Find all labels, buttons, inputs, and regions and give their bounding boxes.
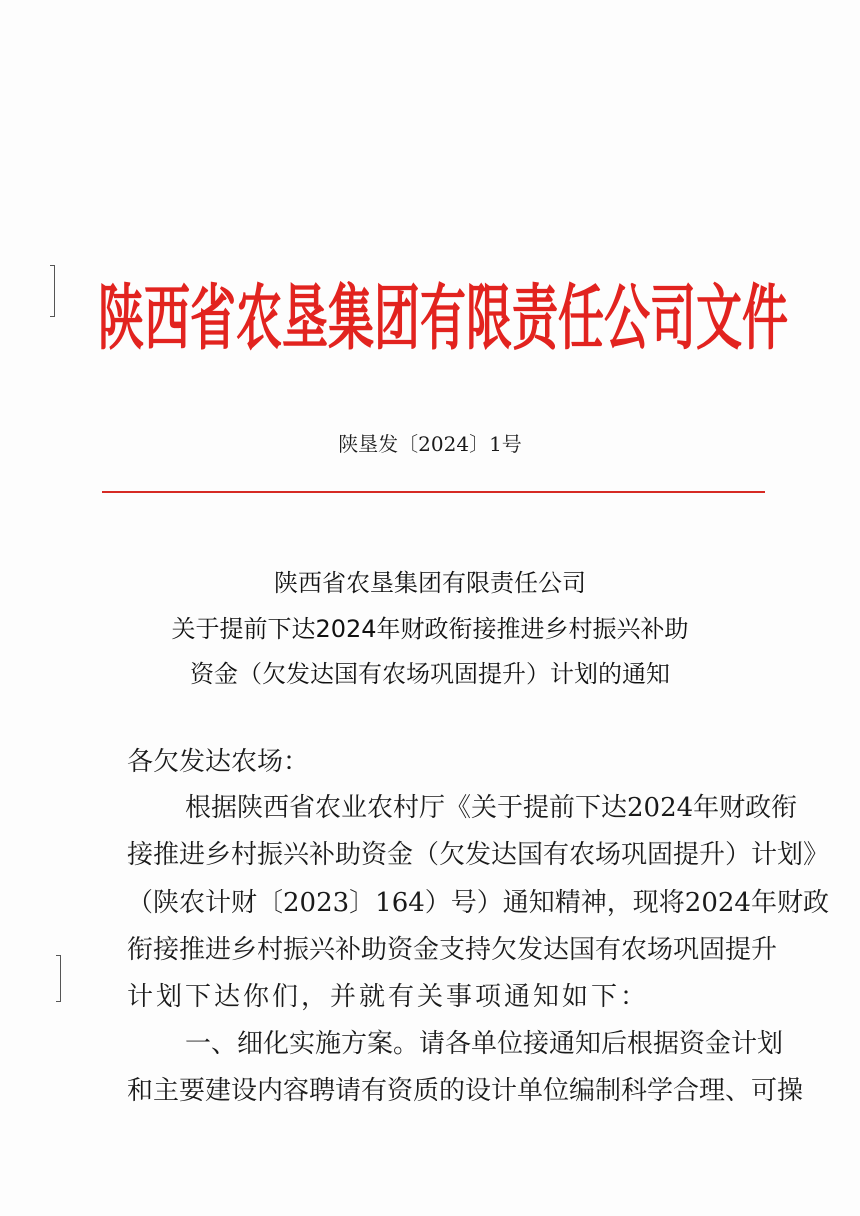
- body-line: 和主要建设内容聘请有资质的设计单位编制科学合理、可操: [127, 1076, 804, 1106]
- body-line: （陕农计财〔2023〕164）号）通知精神，现将2024年财政: [127, 888, 829, 918]
- body-line: 根据陕西省农业农村厅《关于提前下达2024年财政衔: [185, 793, 798, 823]
- binding-mark: [50, 265, 55, 317]
- red-divider: [102, 491, 765, 493]
- salutation: 各欠发达农场：: [127, 747, 310, 777]
- document-number: 陕垦发〔2024〕1号: [338, 432, 522, 456]
- body-line: 接推进乡村振兴补助资金（欠发达国有农场巩固提升）计划》: [127, 840, 830, 870]
- body-line: 一、细化实施方案。请各单位接通知后根据资金计划: [185, 1029, 784, 1059]
- document-header-title: 陕西省农垦集团有限责任公司文件: [98, 275, 788, 360]
- binding-mark: [56, 955, 61, 1002]
- title-line-1: 陕西省农垦集团有限责任公司: [274, 569, 586, 597]
- title-line-3: 资金（欠发达国有农场巩固提升）计划的通知: [190, 660, 670, 688]
- body-line: 衔接推进乡村振兴补助资金支持欠发达国有农场巩固提升: [127, 935, 778, 965]
- title-line-2: 关于提前下达2024年财政衔接推进乡村振兴补助: [171, 615, 689, 643]
- body-line: 计划下达你们，并就有关事项通知如下：: [127, 982, 650, 1012]
